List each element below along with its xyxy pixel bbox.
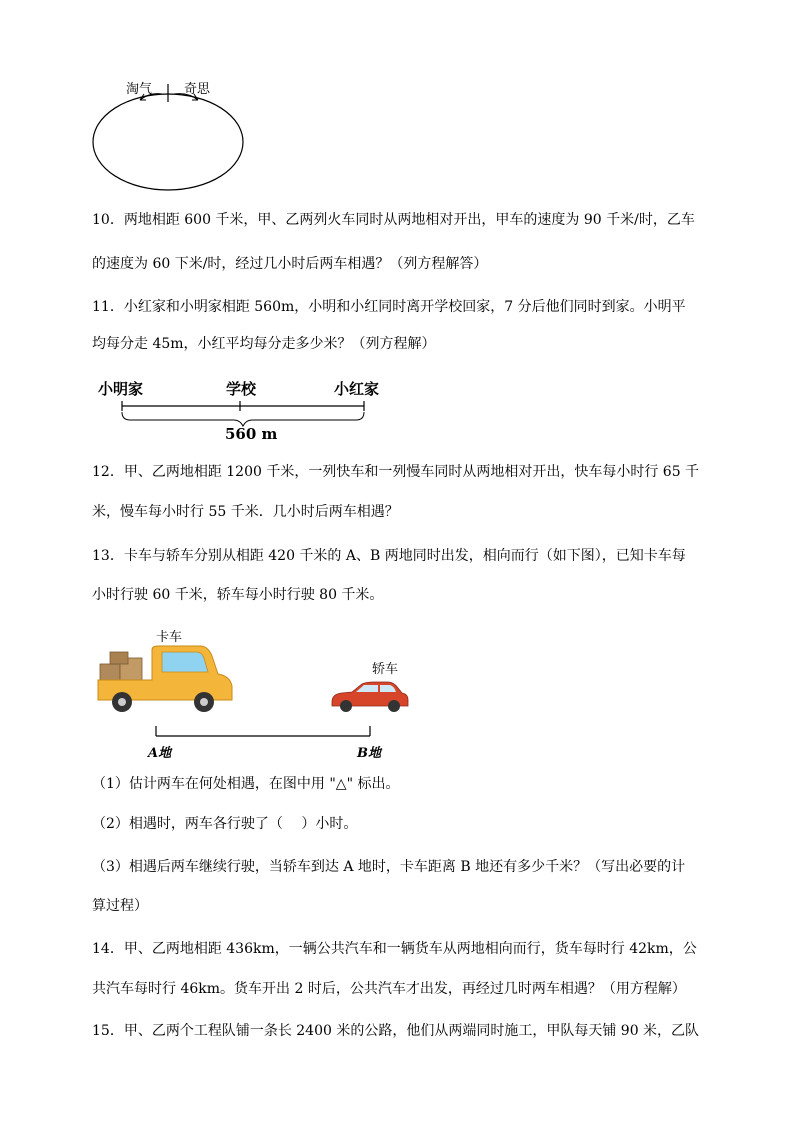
a-label: A地 xyxy=(148,746,172,761)
b-label: B地 xyxy=(357,746,381,761)
track-right-label: 奇思 xyxy=(184,82,211,97)
school-distance-label: 560 m xyxy=(225,425,278,443)
q10-line2: 的速度为 60 下米/时，经过几小时后两车相遇？（列方程解答） xyxy=(92,256,488,272)
q14-line2: 共汽车每时行 46km。货车开出 2 时后，公共汽车才出发，再经过几时两车相遇？（用方程解） xyxy=(92,981,686,997)
car-label: 轿车 xyxy=(372,662,399,677)
truck-cargo-box-1 xyxy=(100,664,120,680)
truck-icon xyxy=(96,644,236,716)
q11-line2: 均每分走 45m，小红平均每分走多少米？（列方程解） xyxy=(92,336,436,352)
q11-line1: 11．小红家和小明家相距 560m，小明和小红同时离开学校回家，7 分后他们同时到家。小明平 xyxy=(92,299,686,315)
truck-label: 卡车 xyxy=(156,630,183,645)
q13-sub2: （2）相遇时，两车各行驶了（ ）小时。 xyxy=(92,816,358,832)
ab-line-figure xyxy=(152,722,382,742)
distance-brace xyxy=(122,412,364,426)
q13-line2: 小时行驶 60 千米，轿车每小时行驶 80 千米。 xyxy=(92,587,384,603)
truck-cargo-box-3 xyxy=(110,652,128,664)
car-wheel-front xyxy=(388,700,400,712)
school-right-label: 小红家 xyxy=(334,380,380,398)
car-icon xyxy=(330,680,410,714)
track-ellipse xyxy=(93,94,243,190)
school-mid-label: 学校 xyxy=(226,380,257,398)
q14-line1: 14．甲、乙两地相距 436km，一辆公共汽车和一辆货车从两地相向而行，货车每时行 42km，公 xyxy=(92,941,697,957)
q12-line2: 米，慢车每小时行 55 千米．几小时后两车相遇？ xyxy=(92,504,399,520)
q12-line1: 12．甲、乙两地相距 1200 千米，一列快车和一列慢车同时从两地相对开出，快车每小时行 65 千 xyxy=(92,464,700,480)
truck-wheel-front-hub xyxy=(200,698,208,706)
q15-line1: 15．甲、乙两个工程队铺一条长 2400 米的公路，他们从两端同时施工，甲队每天铺 90 米，乙队 xyxy=(92,1023,700,1039)
q13-sub3-line2: 算过程） xyxy=(92,898,148,914)
truck-wheel-rear-hub xyxy=(118,698,126,706)
q13-sub1: （1）估计两车在何处相遇，在图中用 "△" 标出。 xyxy=(92,776,400,792)
q10-line1: 10．两地相距 600 千米，甲、乙两列火车同时从两地相对开出，甲车的速度为 90 千米/时，乙车 xyxy=(92,212,695,228)
school-left-label: 小明家 xyxy=(98,380,144,398)
truck-window xyxy=(162,652,208,672)
car-wheel-rear xyxy=(340,700,352,712)
q13-line1: 13．卡车与轿车分别从相距 420 千米的 A、B 两地同时出发，相向而行（如下图），已知卡车每 xyxy=(92,548,686,564)
q13-sub3-line1: （3）相遇后两车继续行驶，当轿车到达 A 地时，卡车距离 B 地还有多少千米？（写出必要的计 xyxy=(92,859,686,875)
track-left-label: 淘气 xyxy=(126,82,153,97)
track-figure xyxy=(88,74,248,194)
